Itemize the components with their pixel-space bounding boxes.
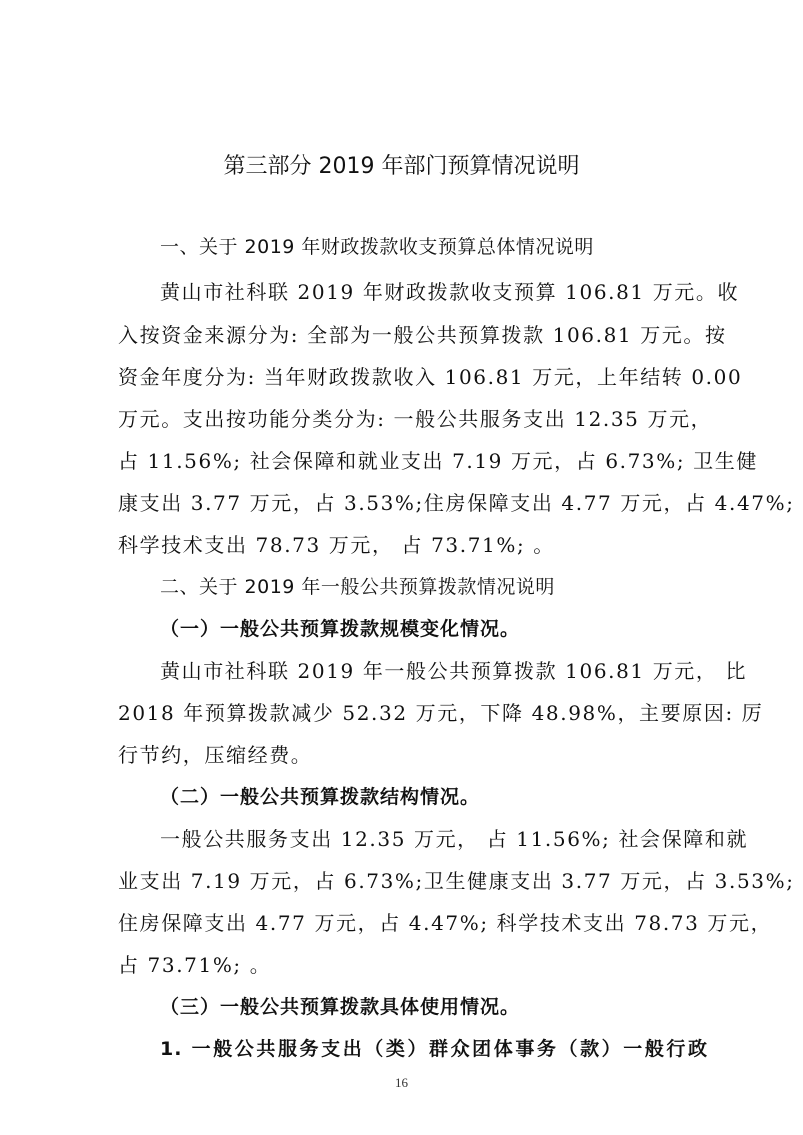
paragraph-line: 黄山市社科联 2019 年财政拨款收支预算 106.81 万元。收	[160, 280, 740, 304]
paragraph-line: 业支出 7.19 万元，占 6.73%;卫生健康支出 3.77 万元，占 3.53%;	[118, 869, 795, 893]
page-number: 16	[395, 1075, 408, 1090]
paragraph-line: 康支出 3.77 万元，占 3.53%;住房保障支出 4.77 万元，占 4.47%;	[118, 491, 795, 515]
paragraph-line: 万元。支出按功能分类分为: 一般公共服务支出 12.35 万元，	[118, 407, 713, 431]
paragraph-line: 占 73.71%; 。	[118, 953, 272, 977]
paragraph-line: 资金年度分为: 当年财政拨款收入 106.81 万元，上年结转 0.00	[118, 365, 743, 389]
paragraph-line: 2018 年预算拨款减少 52.32 万元，下降 48.98%，主要原因: 厉	[118, 701, 764, 725]
paragraph-line: 一般公共服务支出 12.35 万元， 占 11.56%; 社会保障和就	[160, 827, 749, 851]
paragraph-line: 科学技术支出 78.73 万元， 占 73.71%; 。	[118, 533, 555, 557]
subsection-heading-2: （二）一般公共预算拨款结构情况。	[160, 786, 481, 808]
page-title: 第三部分 2019 年部门预算情况说明	[223, 154, 580, 179]
subsection-heading-1: （一）一般公共预算拨款规模变化情况。	[160, 618, 521, 640]
item-heading: 1. 一般公共服务支出（类）群众团体事务（款）一般行政	[160, 1038, 708, 1060]
paragraph-line: 住房保障支出 4.77 万元，占 4.47%; 科学技术支出 78.73 万元，	[118, 911, 773, 935]
paragraph-line: 黄山市社科联 2019 年一般公共预算拨款 106.81 万元， 比	[160, 659, 748, 683]
section-heading-2: 二、关于 2019 年一般公共预算拨款情况说明	[160, 576, 555, 598]
section-heading-1: 一、关于 2019 年财政拨款收支预算总体情况说明	[160, 236, 594, 258]
paragraph-line: 占 11.56%; 社会保障和就业支出 7.19 万元，占 6.73%; 卫生健	[118, 449, 758, 473]
subsection-heading-3: （三）一般公共预算拨款具体使用情况。	[160, 996, 521, 1018]
paragraph-line: 入按资金来源分为: 全部为一般公共预算拨款 106.81 万元。按	[118, 323, 727, 347]
paragraph-line: 行节约，压缩经费。	[118, 743, 313, 767]
